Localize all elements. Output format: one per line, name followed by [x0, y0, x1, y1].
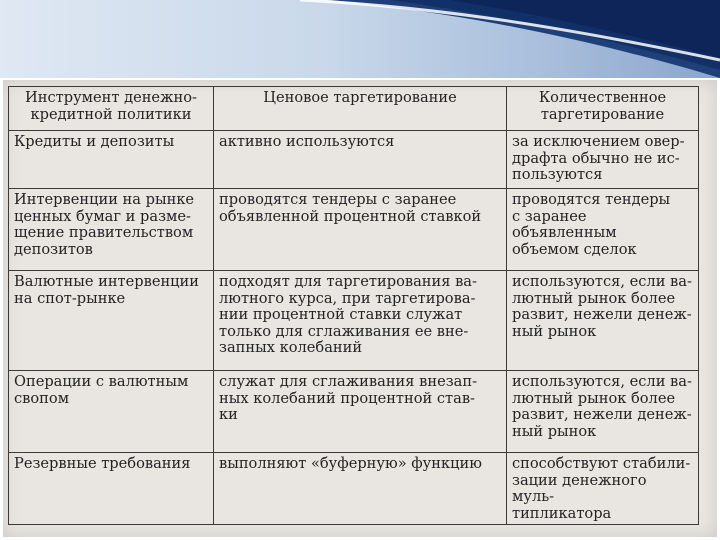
scanned-table-image [3, 80, 717, 537]
table-header-row [9, 87, 699, 131]
table-cell: за исключением овер- драфта обычно не ис- пользуются [507, 131, 699, 189]
table-row [9, 131, 699, 189]
table-cell: проводятся тендеры с заранее объявленным объемом сделок [507, 189, 699, 271]
swoosh-decoration [0, 0, 720, 78]
table-cell: подходят для таргетирования ва- лютного курса, при таргетирова- нии процентной ставки служат только для сглаживания ее вне- запных колебаний [214, 271, 507, 371]
table-cell: способствуют стабили- зации денежного муль- типликатора [507, 453, 699, 525]
table-row [9, 271, 699, 371]
table-cell: Резервные требования [9, 453, 214, 525]
table-cell: Кредиты и депозиты [9, 131, 214, 189]
table-row [9, 189, 699, 271]
header-instrument: Инструмент денежно- кредитной политики [9, 87, 214, 131]
table-cell: Валютные интервенции на спот-рынке [9, 271, 214, 371]
table-row [9, 371, 699, 453]
table-cell: выполняют «буферную» функцию [214, 453, 507, 525]
policy-instruments-table [8, 86, 699, 525]
table-cell: активно используются [214, 131, 507, 189]
table-cell: Операции с валютным свопом [9, 371, 214, 453]
slide-header-banner [0, 0, 720, 78]
table-cell: используются, если ва- лютный рынок более развит, нежели денеж- ный рынок [507, 271, 699, 371]
header-price-targeting: Ценовое таргетирование [214, 87, 507, 131]
table-cell: служат для сглаживания внезап- ных колебаний процентной став- ки [214, 371, 507, 453]
table-cell: используются, если ва- лютный рынок более развит, нежели денеж- ный рынок [507, 371, 699, 453]
table-row [9, 453, 699, 525]
header-quantity-targeting: Количественное таргетирование [507, 87, 699, 131]
table-cell: Интервенции на рынке ценных бумаг и разме- щение правительством депозитов [9, 189, 214, 271]
table-cell: проводятся тендеры с заранее объявленной процентной ставкой [214, 189, 507, 271]
